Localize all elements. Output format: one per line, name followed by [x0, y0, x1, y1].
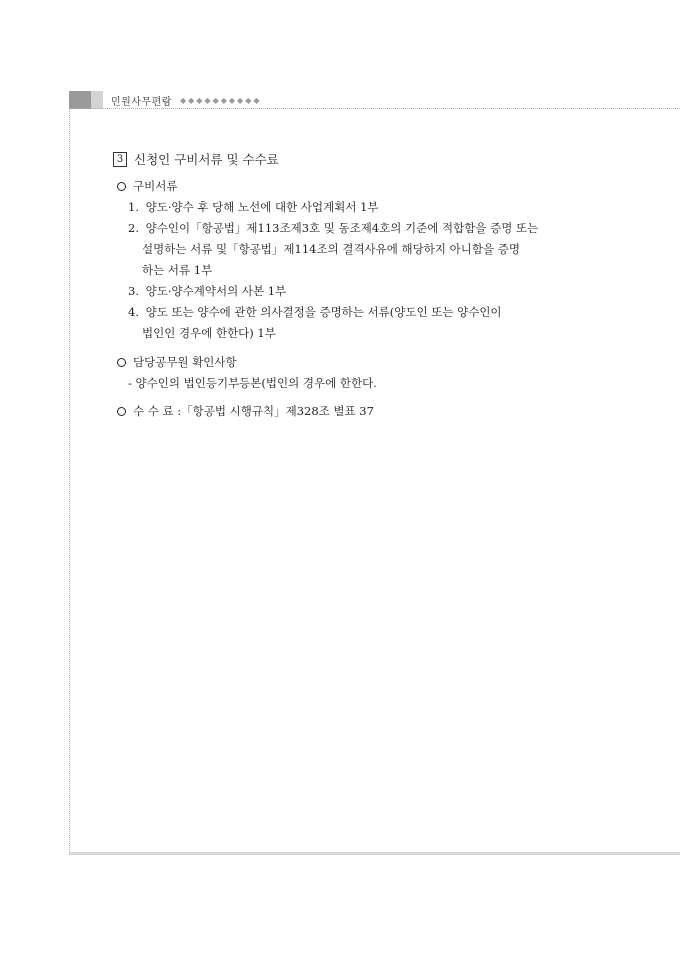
item-number: 3. [128, 284, 139, 298]
document-item-4-cont-1 [142, 326, 276, 340]
fee-line [117, 404, 374, 418]
section-heading [113, 150, 279, 168]
official-check-heading-line [117, 355, 237, 369]
document-item-4 [128, 305, 502, 319]
header-dots: ◆◆◆◆◆◆◆◆◆◆ [179, 95, 262, 105]
fee-text: 수 수 료 :「항공법 시행규칙」제328조 별표 37 [133, 404, 374, 418]
documents-heading-line [117, 179, 177, 193]
item-text: - 양수인의 법인등기부등본(법인의 경우에 한한다. [128, 376, 377, 390]
document-item-2-cont-1 [142, 242, 520, 256]
document-item-3 [128, 284, 286, 298]
header-block-light [91, 91, 103, 109]
header-title: 민원사무편람 [111, 96, 172, 108]
item-number: 4. [128, 305, 139, 319]
item-text: 설명하는 서류 및「항공법」제114조의 결격사유에 해당하지 아니함을 증명 [142, 242, 520, 256]
page-header [69, 91, 262, 109]
document-item-2 [128, 221, 538, 235]
item-text: 법인인 경우에 한한다) 1부 [142, 326, 276, 340]
item-text: 양도 또는 양수에 관한 의사결정을 증명하는 서류(양도인 또는 양수인이 [145, 305, 502, 319]
item-text: 양도·양수계약서의 사본 1부 [145, 284, 287, 298]
circle-bullet-icon [117, 358, 126, 367]
official-check-heading: 담당공무원 확인사항 [133, 355, 237, 369]
item-number: 1. [128, 200, 139, 214]
circle-bullet-icon [117, 182, 126, 191]
header-block-dark [69, 91, 91, 109]
item-text: 양도·양수 후 당해 노선에 대한 사업계획서 1부 [145, 200, 379, 214]
item-number: 2. [128, 221, 139, 235]
official-check-item [128, 376, 377, 390]
section-number: 3 [113, 152, 127, 167]
page-frame [69, 108, 680, 852]
document-item-1 [128, 200, 379, 214]
document-item-2-cont-2 [142, 263, 212, 277]
item-text: 양수인이「항공법」제113조제3호 및 동조제4호의 기준에 적합함을 증명 또는 [145, 221, 539, 235]
bottom-rule [69, 852, 680, 855]
item-text: 하는 서류 1부 [142, 263, 213, 277]
section-title: 신청인 구비서류 및 수수료 [134, 152, 279, 167]
circle-bullet-icon [117, 407, 126, 416]
documents-heading: 구비서류 [133, 179, 178, 193]
